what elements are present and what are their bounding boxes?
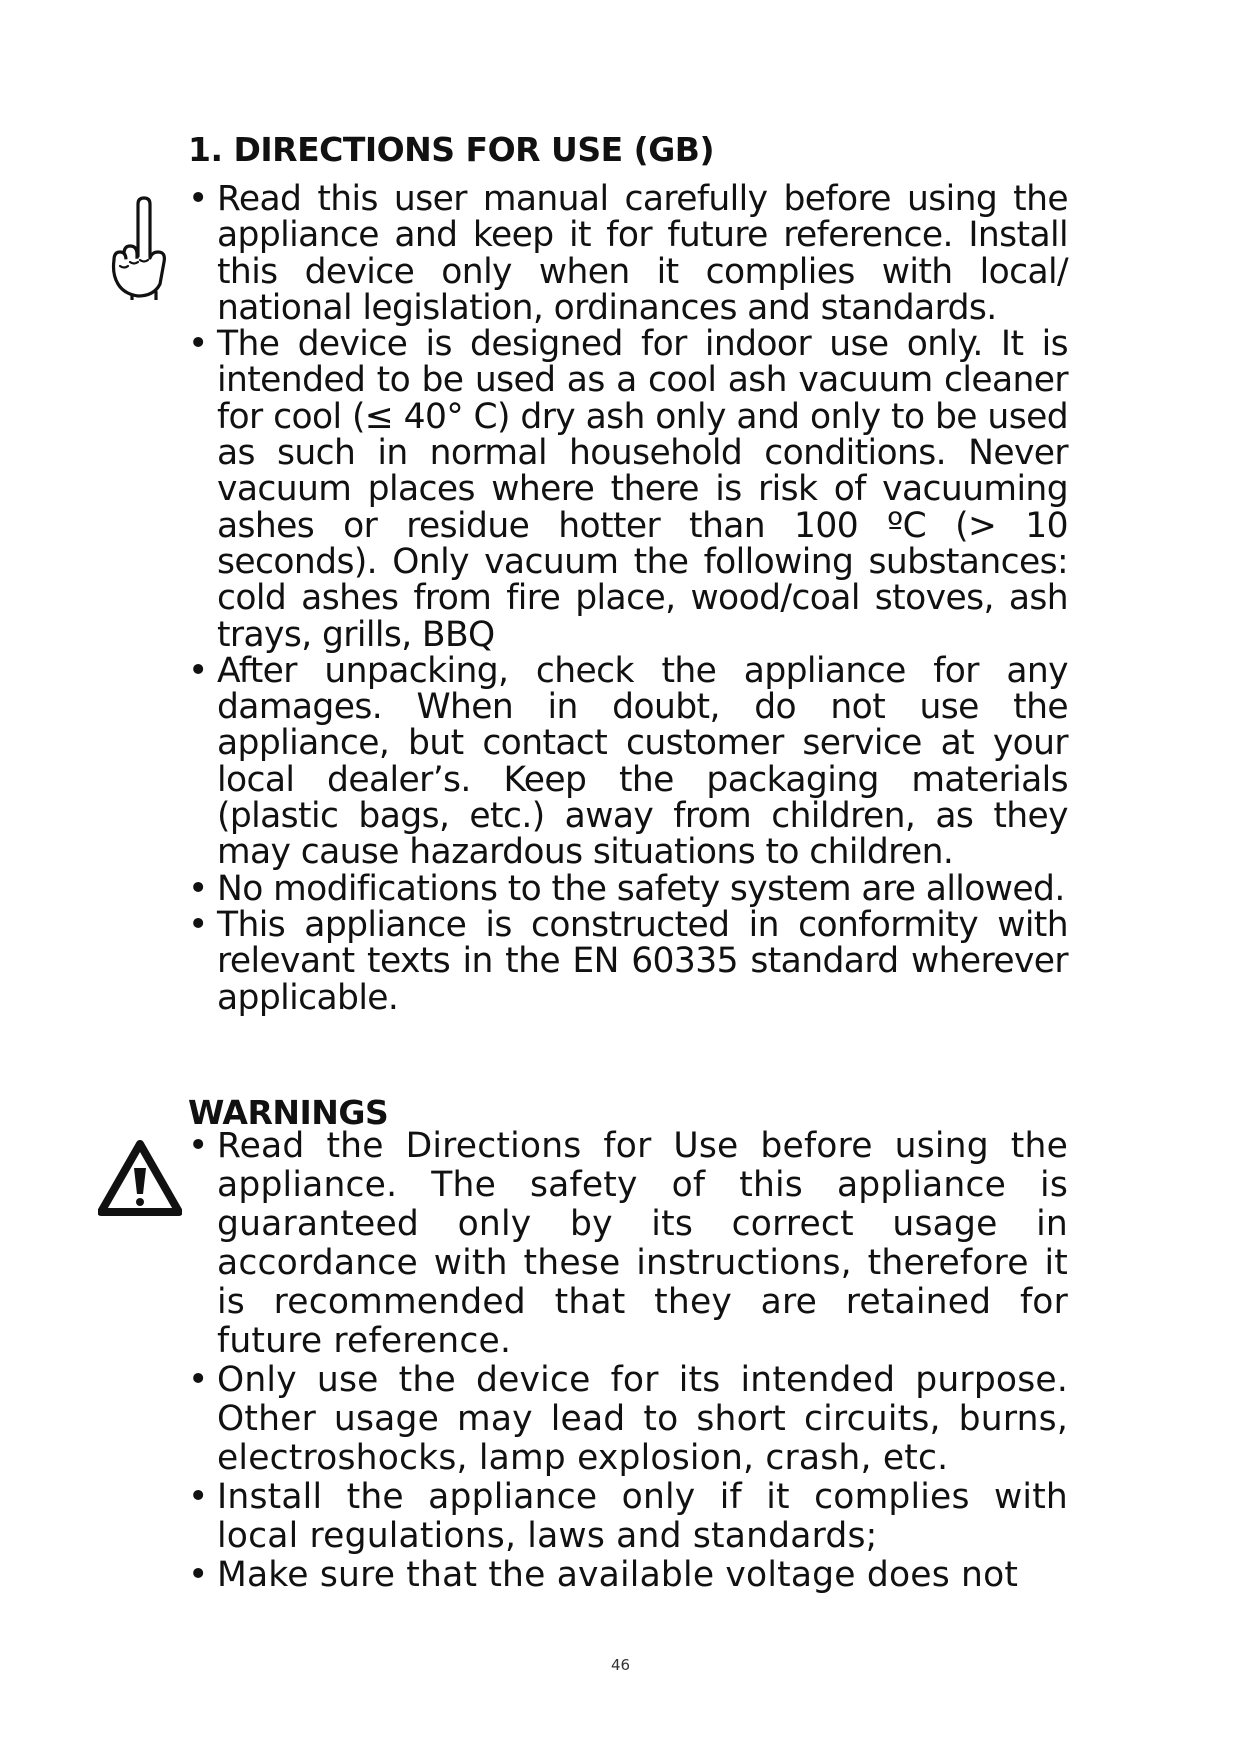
pointing-finger-icon [110, 196, 174, 300]
list-item: • This appliance is constructed in conformity with relevant texts in the EN 60335 standard wherever applicable. [188, 907, 1068, 1016]
page-number: 46 [610, 1656, 631, 1674]
list-item: • No modifications to the safety system are allowed. [188, 871, 1068, 907]
list-item: • Only use the device for its intended purpose. Other usage may lead to short circuits, burns, electroshocks, lamp explosion, crash, etc. [188, 1361, 1068, 1478]
list-item: • The device is designed for indoor use only. It is intended to be used as a cool ash vacuum cleaner for cool (≤ 40° C) dry ash only and only to be used as such in normal household conditions. Never vacuum places where there is risk of vacuuming ashes or residue hotter than 100 ºC (> 10 seconds). Only vacuum the following substances: cold ashes from fire place, wood/coal stoves, ash trays, grills, BBQ [188, 326, 1068, 653]
directions-list [188, 181, 1068, 1016]
list-item: • Read this user manual carefully before using the appliance and keep it for future reference. Install this device only when it complies with local/ national legislation, ordinances and standards. [188, 181, 1068, 326]
warnings-list [188, 1127, 1068, 1595]
warning-triangle-icon [98, 1140, 182, 1216]
section-heading-warnings: WARNINGS [188, 1093, 389, 1132]
list-item: • Make sure that the available voltage does not [188, 1556, 1068, 1595]
list-item: • Install the appliance only if it complies with local regulations, laws and standards; [188, 1478, 1068, 1556]
list-item: • Read the Directions for Use before using the appliance. The safety of this appliance is guaranteed only by its correct usage in accordance with these instructions, therefore it is recommended that they are retained for future reference. [188, 1127, 1068, 1361]
list-item: • After unpacking, check the appliance for any damages. When in doubt, do not use the appliance, but contact customer service at your local dealer’s. Keep the packaging materials (plastic bags, etc.) away from children, as they may cause hazardous situations to children. [188, 653, 1068, 871]
section-heading-directions: 1. DIRECTIONS FOR USE (GB) [188, 130, 715, 169]
